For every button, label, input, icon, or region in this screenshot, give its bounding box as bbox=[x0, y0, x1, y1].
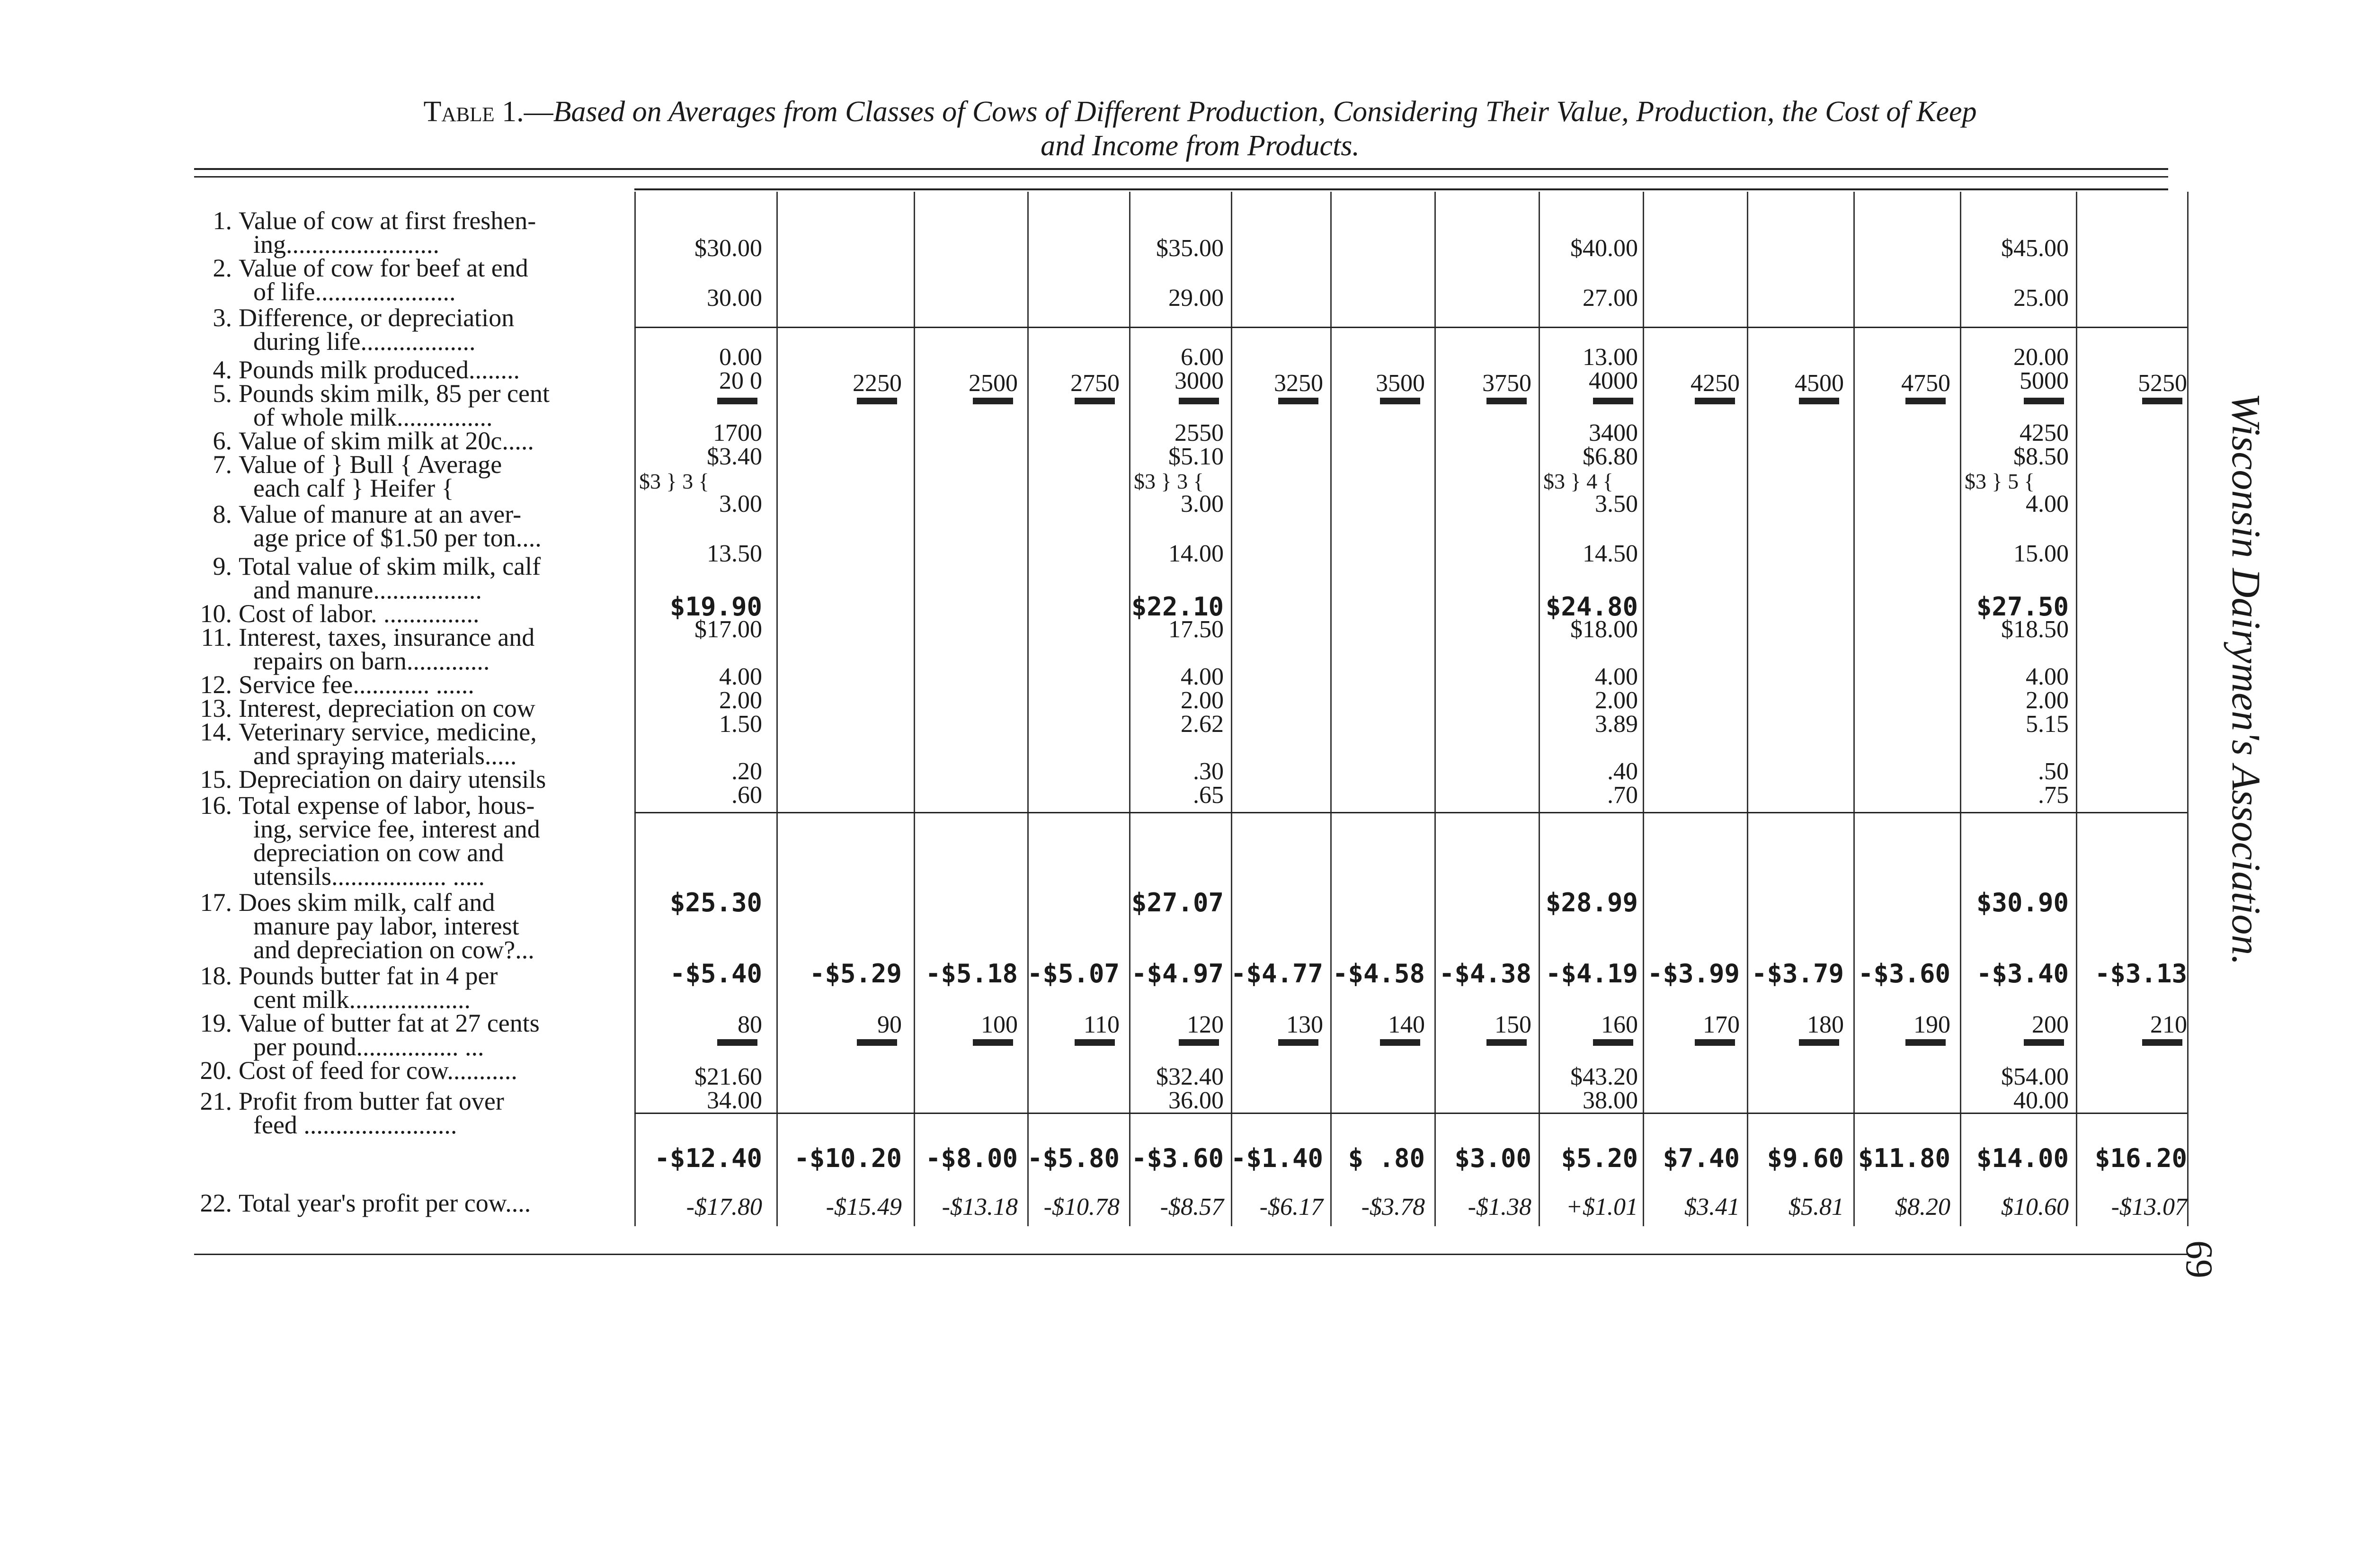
cell-underline bbox=[2142, 1039, 2182, 1046]
cell-underline bbox=[1905, 1039, 1946, 1046]
table-cell: .60 bbox=[731, 782, 762, 809]
row-number: 12. bbox=[200, 670, 232, 699]
column-rule bbox=[1434, 192, 1436, 1226]
row-label bbox=[180, 1089, 630, 1114]
cell-underline bbox=[2142, 398, 2182, 404]
table-cell: $ .80 bbox=[1348, 1143, 1425, 1173]
table-cell: -$12.40 bbox=[654, 1143, 762, 1173]
table-cell: $35.00 bbox=[1156, 235, 1224, 262]
column-rule bbox=[2076, 192, 2077, 1226]
row-label-text: Cost of feed for cow........... bbox=[239, 1056, 517, 1085]
table-cell: $11.80 bbox=[1858, 1143, 1950, 1173]
column-rule bbox=[1330, 192, 1332, 1226]
table-cell: -$1.40 bbox=[1230, 1143, 1323, 1173]
table-title bbox=[194, 95, 2206, 163]
row-label bbox=[180, 452, 630, 477]
table-cell: 2.00 bbox=[719, 687, 762, 714]
table-cell: $19.90 bbox=[669, 592, 762, 622]
row-label-text: Value of butter fat at 27 cents bbox=[239, 1009, 540, 1037]
table-cell: $40.00 bbox=[1570, 235, 1638, 262]
table-cell: 14.00 bbox=[1168, 540, 1224, 567]
calf-bracket: $3 } 5 { bbox=[1965, 469, 2035, 493]
table-cell: 100 bbox=[981, 1011, 1018, 1038]
table-cell: $27.07 bbox=[1131, 888, 1224, 918]
row-number: 21. bbox=[200, 1087, 232, 1115]
table-cell: $3.40 bbox=[707, 443, 762, 470]
table-cell: -$10.78 bbox=[1043, 1194, 1120, 1221]
row-number: 10. bbox=[200, 599, 232, 628]
table-cell: -$3.60 bbox=[1858, 959, 1950, 989]
table-cell: .50 bbox=[2038, 758, 2069, 785]
table-cell: 5.15 bbox=[2026, 711, 2069, 738]
table-cell: $9.60 bbox=[1767, 1143, 1844, 1173]
table-cell: 1700 bbox=[713, 419, 762, 446]
table-cell: -$15.49 bbox=[826, 1194, 902, 1221]
table-cell: -$4.97 bbox=[1131, 959, 1224, 989]
cell-underline bbox=[1905, 398, 1946, 404]
row-label: feed ........................ bbox=[253, 1111, 457, 1139]
row-label bbox=[180, 767, 630, 792]
cell-underline bbox=[1593, 398, 1633, 404]
top-rule bbox=[194, 168, 2168, 170]
table-cell: $25.30 bbox=[669, 888, 762, 918]
cell-underline bbox=[1179, 1039, 1219, 1046]
table-cell: 2.00 bbox=[1595, 687, 1638, 714]
row-label-text: Pounds butter fat in 4 per bbox=[239, 962, 498, 990]
table-cell: 3500 bbox=[1376, 370, 1425, 397]
row-number: 16. bbox=[200, 791, 232, 820]
table-cell: 2750 bbox=[1070, 370, 1120, 397]
row-number: 9. bbox=[213, 552, 232, 580]
table-cell: 3250 bbox=[1274, 370, 1323, 397]
row-label bbox=[180, 1191, 630, 1215]
row-label bbox=[180, 357, 630, 382]
table-cell: 4250 bbox=[2020, 419, 2069, 446]
table-cell: 4500 bbox=[1795, 370, 1844, 397]
row-label: repairs on barn............. bbox=[253, 647, 490, 675]
table-cell: $27.50 bbox=[1976, 592, 2069, 622]
table-cell: 40.00 bbox=[2013, 1087, 2069, 1114]
table-cell: .65 bbox=[1193, 782, 1224, 809]
row-label: and manure................. bbox=[253, 576, 482, 604]
cell-underline bbox=[1799, 1039, 1839, 1046]
cell-underline bbox=[857, 398, 897, 404]
row-number: 15. bbox=[200, 765, 232, 793]
row-label-text: Value of cow for beef at end bbox=[239, 254, 528, 282]
row-label-text: Interest, depreciation on cow bbox=[239, 694, 535, 722]
table-cell: 210 bbox=[2150, 1011, 2187, 1038]
row-number: 14. bbox=[200, 718, 232, 746]
table-cell: -$5.40 bbox=[669, 959, 762, 989]
column-rule bbox=[1853, 192, 1855, 1226]
row-number: 20. bbox=[200, 1056, 232, 1085]
table-cell: -$3.40 bbox=[1976, 959, 2069, 989]
row-label bbox=[180, 305, 630, 330]
table-cell: 25.00 bbox=[2013, 285, 2069, 312]
table-cell: $14.00 bbox=[1976, 1143, 2069, 1173]
table-cell: 4.00 bbox=[2026, 663, 2069, 690]
table-cell: .40 bbox=[1607, 758, 1638, 785]
row-label: ing........................ bbox=[253, 230, 440, 258]
cell-underline bbox=[1179, 398, 1219, 404]
row-label: cent milk................... bbox=[253, 985, 471, 1014]
row-label-text: Total expense of labor, hous- bbox=[239, 791, 535, 820]
top-rule-double bbox=[194, 176, 2168, 178]
table-cell: 140 bbox=[1388, 1011, 1425, 1038]
table-cell: $8.50 bbox=[2013, 443, 2069, 470]
table-cell: -$5.29 bbox=[809, 959, 902, 989]
cell-underline bbox=[1486, 398, 1527, 404]
row-label bbox=[180, 1058, 630, 1083]
table-cell: -$5.18 bbox=[925, 959, 1018, 989]
table-cell: 17.50 bbox=[1168, 616, 1224, 643]
table-cell: $3.00 bbox=[1454, 1143, 1531, 1173]
row-label bbox=[180, 625, 630, 650]
cell-underline bbox=[1278, 398, 1318, 404]
calf-bracket: $3 } 4 { bbox=[1543, 469, 1613, 493]
table-cell: 30.00 bbox=[707, 285, 762, 312]
table-cell: $32.40 bbox=[1156, 1063, 1224, 1090]
row-label bbox=[180, 793, 630, 818]
row-number: 6. bbox=[213, 427, 232, 455]
table-cell: $18.50 bbox=[2001, 616, 2069, 643]
table-cell: 4750 bbox=[1901, 370, 1950, 397]
table-cell: $6.80 bbox=[1583, 443, 1638, 470]
section-rule bbox=[634, 327, 2187, 328]
table-cell: 150 bbox=[1495, 1011, 1531, 1038]
table-cell: 3.50 bbox=[1595, 490, 1638, 517]
column-rule bbox=[1027, 192, 1029, 1226]
cell-underline bbox=[1695, 1039, 1735, 1046]
table-cell: 90 bbox=[877, 1011, 902, 1038]
table-cell: 3.89 bbox=[1595, 711, 1638, 738]
row-number: 8. bbox=[213, 500, 232, 528]
table-cell: 2250 bbox=[853, 370, 902, 397]
table-cell: -$4.58 bbox=[1332, 959, 1425, 989]
table-cell: $5.20 bbox=[1561, 1143, 1638, 1173]
row-label bbox=[180, 963, 630, 988]
cell-underline bbox=[717, 398, 757, 404]
row-label bbox=[180, 1011, 630, 1035]
cell-underline bbox=[1486, 1039, 1527, 1046]
cell-underline bbox=[1799, 398, 1839, 404]
row-label-text: Does skim milk, calf and bbox=[239, 888, 495, 917]
table-cell: 4250 bbox=[1691, 370, 1740, 397]
header-rule bbox=[634, 188, 2168, 190]
table-cell: 4.00 bbox=[2026, 490, 2069, 517]
row-label bbox=[180, 428, 630, 453]
row-label-text: Interest, taxes, insurance and bbox=[239, 623, 535, 651]
table-cell: 120 bbox=[1187, 1011, 1224, 1038]
table-cell: -$3.79 bbox=[1751, 959, 1844, 989]
table-cell: -$13.07 bbox=[2111, 1194, 2187, 1221]
row-label: age price of $1.50 per ton.... bbox=[253, 524, 542, 552]
row-label bbox=[180, 208, 630, 233]
row-label bbox=[180, 890, 630, 915]
column-rule bbox=[1231, 192, 1232, 1226]
table-cell: $30.90 bbox=[1976, 888, 2069, 918]
bottom-rule bbox=[194, 1254, 2187, 1255]
table-cell: -$13.18 bbox=[942, 1194, 1018, 1221]
table-cell: $16.20 bbox=[2094, 1143, 2187, 1173]
row-label: depreciation on cow and bbox=[253, 838, 504, 867]
table-cell: 27.00 bbox=[1583, 285, 1638, 312]
table-cell: 110 bbox=[1083, 1011, 1120, 1038]
table-cell: -$3.78 bbox=[1361, 1194, 1425, 1221]
table-cell: 4.00 bbox=[1181, 663, 1224, 690]
cell-underline bbox=[1278, 1039, 1318, 1046]
table-cell: 1.50 bbox=[719, 711, 762, 738]
table-title-line2: and Income from Products. bbox=[1041, 130, 1360, 162]
table-cell: 3000 bbox=[1175, 367, 1224, 394]
row-label-text: Cost of labor. ............... bbox=[239, 599, 480, 628]
column-rule bbox=[914, 192, 915, 1226]
table-cell: $21.60 bbox=[694, 1063, 762, 1090]
table-cell: 20 0 bbox=[719, 367, 762, 394]
row-label-text: Pounds milk produced........ bbox=[239, 356, 520, 384]
row-label: ing, service fee, interest and bbox=[253, 815, 540, 843]
table-cell: 130 bbox=[1286, 1011, 1323, 1038]
table-cell: $54.00 bbox=[2001, 1063, 2069, 1090]
table-cell: 3750 bbox=[1482, 370, 1531, 397]
row-label: per pound................ ... bbox=[253, 1033, 484, 1061]
row-label bbox=[180, 672, 630, 697]
cell-underline bbox=[1593, 1039, 1633, 1046]
cell-underline bbox=[2024, 398, 2064, 404]
row-number: 4. bbox=[213, 356, 232, 384]
row-label: of whole milk............... bbox=[253, 403, 493, 431]
row-number: 5. bbox=[213, 379, 232, 408]
table-cell: 80 bbox=[738, 1011, 762, 1038]
table-cell: $5.81 bbox=[1789, 1194, 1844, 1221]
table-cell: 0.00 bbox=[719, 344, 762, 371]
table-cell: 2.62 bbox=[1181, 711, 1224, 738]
row-label-text: Profit from butter fat over bbox=[239, 1087, 504, 1115]
cell-underline bbox=[2024, 1039, 2064, 1046]
row-label bbox=[180, 256, 630, 280]
table-cell: 38.00 bbox=[1583, 1087, 1638, 1114]
table-cell: 5000 bbox=[2020, 367, 2069, 394]
cell-underline bbox=[1075, 1039, 1115, 1046]
table-cell: 36.00 bbox=[1168, 1087, 1224, 1114]
table-cell: 2550 bbox=[1175, 419, 1224, 446]
table-cell: 170 bbox=[1703, 1011, 1740, 1038]
row-label-text: Value of skim milk at 20c..... bbox=[239, 427, 534, 455]
cell-underline bbox=[857, 1039, 897, 1046]
table-cell: 160 bbox=[1601, 1011, 1638, 1038]
row-label-text: Total value of skim milk, calf bbox=[239, 552, 541, 580]
row-label-text: Difference, or depreciation bbox=[239, 303, 515, 332]
table-cell: -$4.77 bbox=[1230, 959, 1323, 989]
table-cell: -$4.19 bbox=[1545, 959, 1638, 989]
table-cell: -$5.07 bbox=[1027, 959, 1120, 989]
row-label bbox=[180, 502, 630, 526]
table-cell: $17.00 bbox=[694, 616, 762, 643]
table-cell: .75 bbox=[2038, 782, 2069, 809]
table-cell: 20.00 bbox=[2013, 344, 2069, 371]
table-cell: $30.00 bbox=[694, 235, 762, 262]
row-label-text: Veterinary service, medicine, bbox=[239, 718, 537, 746]
table-cell: $7.40 bbox=[1663, 1143, 1740, 1173]
table-cell: .20 bbox=[731, 758, 762, 785]
row-label-text: Service fee............ ...... bbox=[239, 670, 474, 699]
table-cell: +$1.01 bbox=[1566, 1194, 1638, 1221]
table-cell: 3.00 bbox=[719, 490, 762, 517]
table-cell: -$3.99 bbox=[1647, 959, 1740, 989]
row-label bbox=[180, 696, 630, 721]
cell-underline bbox=[1380, 398, 1420, 404]
row-label: of life...................... bbox=[253, 277, 456, 306]
section-rule bbox=[634, 812, 2187, 813]
table-cell: $10.60 bbox=[2001, 1194, 2069, 1221]
row-number: 7. bbox=[213, 450, 232, 479]
table-cell: 5250 bbox=[2138, 370, 2187, 397]
cell-underline bbox=[717, 1039, 757, 1046]
table-cell: 2.00 bbox=[2026, 687, 2069, 714]
cell-underline bbox=[1075, 398, 1115, 404]
row-number: 3. bbox=[213, 303, 232, 332]
table-title-text: Based on Averages from Classes of Cows of Different Production, Considering Their Value, Production, the Cost of Keep bbox=[553, 96, 1977, 128]
row-label: manure pay labor, interest bbox=[253, 912, 519, 940]
table-cell: -$6.17 bbox=[1259, 1194, 1323, 1221]
row-label-text: Pounds skim milk, 85 per cent bbox=[239, 379, 550, 408]
row-label-text: Value of manure at an aver- bbox=[239, 500, 522, 528]
column-rule bbox=[1747, 192, 1748, 1226]
table-cell: $8.20 bbox=[1895, 1194, 1950, 1221]
table-cell: $18.00 bbox=[1570, 616, 1638, 643]
table-cell: -$1.38 bbox=[1468, 1194, 1531, 1221]
table-cell: $43.20 bbox=[1570, 1063, 1638, 1090]
calf-bracket: $3 } 3 { bbox=[1134, 469, 1204, 493]
table-cell: .30 bbox=[1193, 758, 1224, 785]
row-number: 2. bbox=[213, 254, 232, 282]
row-label-text: Value of cow at first freshen- bbox=[239, 206, 536, 235]
table-cell: 13.00 bbox=[1583, 344, 1638, 371]
row-number: 18. bbox=[200, 962, 232, 990]
calf-bracket: $3 } 3 { bbox=[639, 469, 709, 493]
column-rule bbox=[776, 192, 778, 1226]
table-cell: -$8.00 bbox=[925, 1143, 1018, 1173]
row-label: during life.................. bbox=[253, 327, 476, 356]
table-cell: -$5.80 bbox=[1027, 1143, 1120, 1173]
column-rule bbox=[1643, 192, 1644, 1226]
cell-underline bbox=[1380, 1039, 1420, 1046]
table-cell: $24.80 bbox=[1545, 592, 1638, 622]
row-label-text: Total year's profit per cow.... bbox=[239, 1189, 531, 1217]
table-cell: 6.00 bbox=[1181, 344, 1224, 371]
table-cell: 200 bbox=[2032, 1011, 2069, 1038]
row-label-text: Value of } Bull { Average bbox=[239, 450, 502, 479]
table-cell: 3400 bbox=[1589, 419, 1638, 446]
table-cell: -$4.38 bbox=[1439, 959, 1531, 989]
table-cell: -$17.80 bbox=[686, 1194, 762, 1221]
cell-underline bbox=[973, 398, 1013, 404]
table-cell: 180 bbox=[1807, 1011, 1844, 1038]
row-label: and depreciation on cow?... bbox=[253, 935, 534, 964]
table-cell: 2500 bbox=[969, 370, 1018, 397]
table-cell: 4.00 bbox=[1595, 663, 1638, 690]
table-cell: .70 bbox=[1607, 782, 1638, 809]
column-rule bbox=[2187, 192, 2189, 1226]
table-cell: $22.10 bbox=[1131, 592, 1224, 622]
table-cell: 4.00 bbox=[719, 663, 762, 690]
table-cell: 190 bbox=[1913, 1011, 1950, 1038]
table-title-lead: Table 1.— bbox=[423, 96, 553, 128]
row-label bbox=[180, 381, 630, 406]
row-number: 13. bbox=[200, 694, 232, 722]
row-label bbox=[180, 554, 630, 579]
row-number: 11. bbox=[201, 623, 232, 651]
row-number: 1. bbox=[213, 206, 232, 235]
row-label: and spraying materials..... bbox=[253, 741, 517, 770]
table-cell: -$10.20 bbox=[794, 1143, 902, 1173]
table-cell: $5.10 bbox=[1168, 443, 1224, 470]
table-cell: 15.00 bbox=[2013, 540, 2069, 567]
table-cell: $45.00 bbox=[2001, 235, 2069, 262]
page-number: 69 bbox=[2178, 1240, 2220, 1278]
row-label: utensils.................. ..... bbox=[253, 862, 485, 891]
table-cell: -$8.57 bbox=[1160, 1194, 1224, 1221]
table-cell: 14.50 bbox=[1583, 540, 1638, 567]
row-label-text: Depreciation on dairy utensils bbox=[239, 765, 546, 793]
side-heading: Wisconsin Dairymen's Association. bbox=[2224, 393, 2269, 965]
row-number: 17. bbox=[200, 888, 232, 917]
row-label bbox=[180, 601, 630, 626]
table-cell: -$3.13 bbox=[2094, 959, 2187, 989]
table-cell: 2.00 bbox=[1181, 687, 1224, 714]
table-cell: 29.00 bbox=[1168, 285, 1224, 312]
row-number: 19. bbox=[200, 1009, 232, 1037]
table-cell: $3.41 bbox=[1684, 1194, 1740, 1221]
table-cell: 34.00 bbox=[707, 1087, 762, 1114]
cell-underline bbox=[1695, 398, 1735, 404]
table-cell: 13.50 bbox=[707, 540, 762, 567]
table-cell: 4000 bbox=[1589, 367, 1638, 394]
row-label bbox=[180, 720, 630, 744]
row-label: each calf } Heifer { bbox=[253, 474, 454, 502]
table-cell: 3.00 bbox=[1181, 490, 1224, 517]
table-cell: -$3.60 bbox=[1131, 1143, 1224, 1173]
row-number: 22. bbox=[200, 1189, 232, 1217]
table-cell: $28.99 bbox=[1545, 888, 1638, 918]
cell-underline bbox=[973, 1039, 1013, 1046]
